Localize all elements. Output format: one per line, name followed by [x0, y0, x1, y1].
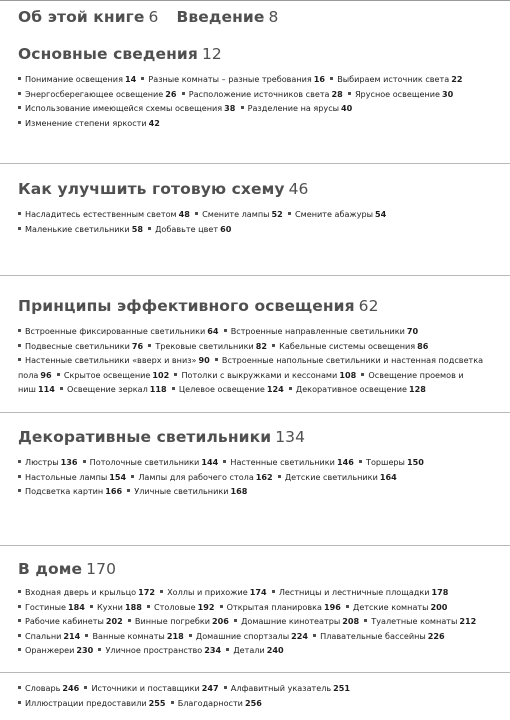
entry-label: Входная дверь и крыльцо: [25, 587, 137, 597]
toc-entry[interactable]: [160, 587, 269, 597]
bullet-icon: [131, 475, 134, 478]
header-entries: [18, 8, 500, 27]
entry-label: Целевое освещение: [178, 384, 265, 394]
toc-entry[interactable]: [364, 616, 479, 626]
bullet-icon: [148, 344, 151, 347]
entry-label: Детали: [233, 645, 265, 655]
entry-page: 28: [331, 88, 343, 99]
bullet-icon: [18, 619, 21, 622]
entry-page: 102: [152, 369, 170, 380]
entry-label: Декоративное освещение: [295, 384, 407, 394]
entry-label: Подсветка картин: [25, 486, 104, 496]
bullet-icon: [18, 92, 21, 95]
entry-label: Настенные светильники «вверх и вниз»: [25, 355, 197, 365]
entry-page: 226: [427, 630, 445, 641]
entry-label: Ярусное освещение: [354, 88, 441, 99]
entry-label: Открытая планировка: [226, 601, 322, 612]
toc-entry[interactable]: [18, 341, 146, 351]
toc-entry[interactable]: [18, 486, 125, 496]
entry-page: 40: [341, 103, 353, 113]
bullet-icon: [160, 590, 163, 593]
entry-label: Словарь: [25, 683, 61, 693]
bullet-icon: [18, 227, 21, 230]
bullet-icon: [18, 358, 21, 361]
entry-label: Настенные светильники: [230, 457, 335, 467]
section-page: 170: [86, 560, 117, 578]
bullet-icon: [141, 77, 144, 80]
toc-entry[interactable]: [18, 209, 192, 219]
entry-page: 16: [313, 74, 326, 84]
entry-list: [18, 681, 500, 710]
entry-page: 64: [207, 326, 219, 336]
toc-entry[interactable]: [18, 631, 83, 641]
bullet-icon: [60, 387, 63, 390]
toc-entry[interactable]: [18, 683, 82, 693]
section-title-text: Основные сведения: [18, 45, 198, 63]
entry-page: 58: [131, 223, 143, 234]
bullet-icon: [174, 373, 177, 376]
section-title[interactable]: [18, 45, 500, 64]
bullet-icon: [98, 648, 101, 651]
section-page: 62: [358, 297, 379, 315]
bullet-icon: [18, 686, 21, 689]
section-page: 46: [288, 180, 309, 198]
entry-label: Туалетные комнаты: [371, 616, 458, 626]
section-improve: [18, 180, 500, 236]
entry-page: 136: [60, 457, 78, 467]
entry-label: Подвесные светильники: [25, 340, 130, 351]
toc-entry[interactable]: [348, 89, 456, 99]
toc-entry[interactable]: [272, 587, 451, 597]
bullet-icon: [330, 77, 333, 80]
section-decorative: [18, 428, 500, 499]
bullet-icon: [18, 212, 21, 215]
toc-entry[interactable]: [220, 602, 344, 612]
bullet-icon: [182, 92, 185, 95]
toc-entry[interactable]: [85, 631, 186, 641]
bullet-icon: [361, 373, 364, 376]
entry-page: 150: [406, 457, 424, 467]
toc-entry[interactable]: [148, 224, 234, 234]
bullet-icon: [278, 475, 281, 478]
toc-entry[interactable]: [171, 698, 265, 708]
bullet-icon: [288, 212, 291, 215]
bullet-icon: [18, 605, 21, 608]
entry-label: Трековые светильники: [155, 340, 254, 351]
toc-entry[interactable]: [18, 587, 158, 597]
entry-label: Гостиные: [25, 601, 66, 612]
toc-entry[interactable]: [18, 224, 146, 234]
entry-page: 214: [63, 630, 81, 641]
bullet-icon: [147, 605, 150, 608]
entry-label: Детские комнаты: [353, 601, 429, 612]
entry-label: Винные погребки: [134, 616, 211, 626]
bullet-icon: [18, 634, 21, 637]
toc-entry[interactable]: [313, 631, 447, 641]
bullet-icon: [223, 460, 226, 463]
section-divider: [0, 163, 510, 164]
toc-entry[interactable]: [182, 89, 346, 99]
bullet-icon: [18, 460, 21, 463]
entry-label: Уличные светильники: [134, 486, 229, 496]
entry-page: 188: [124, 601, 142, 612]
toc-entry[interactable]: [195, 209, 285, 219]
entry-page: 154: [109, 471, 127, 482]
entry-label: Лестницы и лестничные площадки: [278, 587, 430, 597]
entry-page: 200: [430, 601, 448, 612]
entry-page: 26: [165, 88, 177, 99]
entry-label: Изменение степени яркости: [25, 117, 147, 128]
entry-page: 234: [204, 645, 222, 655]
bullet-icon: [272, 590, 275, 593]
bullet-icon: [241, 106, 244, 109]
section-page: 134: [275, 428, 306, 446]
section-divider: [0, 672, 510, 673]
header-line: [18, 8, 500, 27]
toc-entry[interactable]: [18, 602, 87, 612]
entry-page: 192: [197, 601, 215, 612]
entry-page: 118: [149, 384, 167, 394]
entry-page: 22: [451, 74, 463, 84]
entry-page: 255: [148, 697, 166, 708]
toc-entry[interactable]: [241, 103, 355, 113]
entry-label: Скрытое освещение: [63, 369, 151, 380]
entry-label: Расположение источников света: [188, 88, 330, 99]
entry-label: Источники и поставщики: [91, 683, 200, 693]
entry-page: 38: [224, 103, 236, 113]
entry-label: Разделение на ярусы: [247, 103, 340, 113]
bullet-icon: [364, 619, 367, 622]
entry-page: 14: [124, 74, 137, 84]
bullet-icon: [18, 648, 21, 651]
entry-page: 202: [105, 616, 123, 626]
bullet-icon: [171, 701, 174, 704]
entry-page: 166: [105, 486, 123, 496]
section-divider: [0, 412, 510, 413]
entry-page: 48: [178, 209, 190, 219]
entry-page: 174: [249, 587, 267, 597]
toc-entry[interactable]: [18, 118, 162, 128]
introduction-page: 8: [268, 8, 279, 26]
toc-entry[interactable]: [359, 457, 426, 467]
about-book-link[interactable]: [18, 8, 158, 26]
toc-entry[interactable]: [18, 74, 139, 84]
bullet-icon: [84, 686, 87, 689]
entry-page: 82: [255, 340, 268, 351]
entry-list: [18, 207, 500, 236]
bullet-icon: [18, 701, 21, 704]
entry-label: Домашние спортзалы: [195, 630, 290, 641]
entry-label: Кабельные системы освещения: [279, 340, 416, 351]
entry-page: 240: [266, 645, 284, 655]
entry-page: 52: [271, 209, 283, 219]
bullet-icon: [85, 634, 88, 637]
bullet-icon: [234, 619, 237, 622]
section-title-text: Декоративные светильники: [18, 428, 272, 446]
entry-label: Уличное пространство: [105, 645, 203, 655]
section-title[interactable]: [18, 297, 500, 316]
entry-label: Встроенные напольные светильники и настенная подсветка пола: [18, 355, 484, 380]
entry-label: Выбираем источник света: [337, 74, 450, 84]
bullet-icon: [226, 648, 229, 651]
bullet-icon: [90, 605, 93, 608]
entry-label: Люстры: [25, 457, 59, 467]
toc-entry[interactable]: [189, 631, 311, 641]
bullet-icon: [220, 605, 223, 608]
entry-page: 60: [220, 223, 232, 234]
entry-label: Лампы для рабочего стола: [138, 471, 254, 482]
entry-page: 196: [323, 601, 341, 612]
entry-page: 164: [379, 471, 397, 482]
bullet-icon: [18, 344, 21, 347]
entry-label: Освещение проемов и ниш: [18, 369, 464, 394]
entry-label: Добавьте цвет: [155, 223, 219, 234]
section-title-text: В доме: [18, 560, 83, 578]
section-title-text: Принципы эффективного освещения: [18, 297, 355, 315]
bullet-icon: [148, 227, 151, 230]
entry-label: Алфавитный указатель: [230, 683, 332, 693]
toc-entry[interactable]: [18, 326, 221, 336]
toc-entry[interactable]: [234, 616, 362, 626]
entry-page: 208: [342, 616, 360, 626]
entry-label: Освещение зеркал: [67, 384, 148, 394]
entry-page: 246: [62, 683, 80, 693]
section-appendix: [18, 681, 500, 710]
toc-entry[interactable]: [346, 602, 450, 612]
entry-label: Домашние кинотеатры: [241, 616, 341, 626]
entry-label: Кухни: [97, 601, 123, 612]
bullet-icon: [18, 106, 21, 109]
toc-entry[interactable]: [98, 645, 223, 655]
toc-entry[interactable]: [127, 486, 250, 496]
section-home: [18, 560, 500, 658]
entry-page: 70: [406, 326, 419, 336]
toc-entry[interactable]: [18, 698, 168, 708]
bullet-icon: [189, 634, 192, 637]
entry-page: 172: [138, 587, 155, 597]
bullet-icon: [348, 92, 351, 95]
toc-entry[interactable]: [131, 472, 275, 482]
entry-page: 212: [459, 616, 477, 626]
toc-entry[interactable]: [83, 457, 221, 467]
entry-page: 114: [37, 384, 55, 394]
bullet-icon: [359, 460, 362, 463]
entry-page: 96: [40, 369, 52, 380]
bullet-icon: [83, 460, 86, 463]
entry-page: 108: [339, 369, 357, 380]
entry-label: Настольные лампы: [25, 471, 108, 482]
bullet-icon: [289, 387, 292, 390]
toc-entry[interactable]: [224, 326, 421, 336]
entry-page: 256: [244, 697, 262, 708]
toc-entry[interactable]: [18, 355, 212, 365]
entry-list: [18, 72, 500, 130]
entry-label: Торшеры: [366, 457, 405, 467]
bullet-icon: [57, 373, 60, 376]
section-divider: [0, 545, 510, 546]
entry-page: 76: [131, 340, 144, 351]
entry-page: 168: [230, 486, 248, 496]
toc-entry[interactable]: [147, 602, 217, 612]
section-divider: [0, 275, 510, 276]
toc-entry[interactable]: [18, 103, 238, 113]
toc-entry[interactable]: [278, 472, 399, 482]
entry-page: 206: [212, 616, 229, 626]
entry-page: 86: [417, 340, 429, 351]
bullet-icon: [18, 329, 21, 332]
bullet-icon: [18, 489, 21, 492]
toc-entry[interactable]: [84, 683, 221, 693]
bullet-icon: [272, 344, 275, 347]
toc-entry[interactable]: [18, 616, 125, 626]
bullet-icon: [172, 387, 175, 390]
section-basics: [18, 45, 500, 130]
toc-entry[interactable]: [18, 457, 80, 467]
bullet-icon: [18, 121, 21, 124]
bullet-icon: [18, 77, 21, 80]
entry-label: Насладитесь естественным светом: [25, 209, 177, 219]
toc-entry[interactable]: [223, 457, 356, 467]
entry-list: [18, 455, 500, 499]
entry-label: Понимание освещения: [25, 74, 123, 84]
entry-list: [18, 324, 500, 397]
entry-label: Столовые: [154, 601, 196, 612]
entry-page: 30: [442, 88, 454, 99]
introduction-link[interactable]: [176, 8, 278, 26]
entry-page: 124: [266, 384, 284, 394]
section-title[interactable]: [18, 428, 500, 447]
top-rule: [0, 0, 510, 1]
entry-page: 146: [336, 457, 354, 467]
entry-page: 54: [375, 209, 387, 219]
entry-page: 178: [431, 587, 449, 597]
bullet-icon: [224, 686, 227, 689]
entry-label: Иллюстрации предоставили: [25, 697, 147, 708]
bullet-icon: [18, 590, 21, 593]
toc-entry[interactable]: [128, 616, 232, 626]
entry-label: Встроенные направленные светильники: [230, 326, 405, 336]
entry-page: 224: [291, 630, 309, 641]
entry-label: Потолки с выкружками и кессонами: [181, 369, 338, 380]
bullet-icon: [195, 212, 198, 215]
toc-entry[interactable]: [289, 384, 429, 394]
entry-label: Детские светильники: [284, 471, 378, 482]
entry-page: 128: [408, 384, 426, 394]
section-title[interactable]: [18, 180, 500, 199]
bullet-icon: [224, 329, 227, 332]
bullet-icon: [313, 634, 316, 637]
toc-entry[interactable]: [90, 602, 144, 612]
entry-label: Потолочные светильники: [89, 457, 200, 467]
section-principles: [18, 297, 500, 397]
toc-entry[interactable]: [18, 472, 129, 482]
entry-page: 144: [201, 457, 219, 467]
toc-entry[interactable]: [174, 370, 358, 380]
entry-page: 90: [198, 355, 210, 365]
introduction-label: Введение: [176, 8, 265, 26]
entry-page: 184: [67, 601, 85, 612]
entry-label: Оранжереи: [25, 645, 75, 655]
entry-label: Смените лампы: [202, 209, 270, 219]
bullet-icon: [128, 619, 131, 622]
entry-label: Благодарности: [177, 697, 243, 708]
section-title[interactable]: [18, 560, 500, 579]
toc-entry[interactable]: [224, 683, 353, 693]
section-page: 12: [201, 45, 222, 63]
entry-page: 251: [333, 683, 351, 693]
toc-entry[interactable]: [141, 74, 327, 84]
toc-entry[interactable]: [288, 209, 389, 219]
entry-list: [18, 585, 500, 658]
toc-entry[interactable]: [57, 370, 172, 380]
entry-page: 247: [201, 683, 219, 693]
toc-entry[interactable]: [18, 645, 96, 655]
entry-page: 230: [76, 645, 94, 655]
section-title-text: Как улучшить готовую схему: [18, 180, 285, 198]
entry-page: 42: [148, 117, 160, 128]
entry-label: Энергосберегающее освещение: [25, 88, 164, 99]
entry-label: Спальни: [25, 630, 62, 641]
entry-label: Плавательные бассейны: [320, 630, 426, 641]
bullet-icon: [127, 489, 130, 492]
toc-entry[interactable]: [60, 384, 169, 394]
bullet-icon: [346, 605, 349, 608]
toc-entry[interactable]: [226, 645, 286, 655]
about-book-page: 6: [148, 8, 159, 26]
toc-entry[interactable]: [18, 89, 179, 99]
entry-label: Маленькие светильники: [25, 223, 130, 234]
about-book-label: Об этой книге: [18, 8, 145, 26]
toc-entry[interactable]: [148, 341, 269, 351]
entry-label: Холлы и прихожие: [167, 587, 248, 597]
entry-label: Рабочие кабинеты: [25, 616, 104, 626]
entry-page: 162: [255, 471, 273, 482]
toc-entry[interactable]: [172, 384, 286, 394]
entry-label: Смените абажуры: [294, 209, 374, 219]
bullet-icon: [215, 358, 218, 361]
entry-label: Разные комнаты – разные требования: [148, 74, 312, 84]
toc-entry[interactable]: [272, 341, 431, 351]
entry-page: 218: [166, 630, 184, 641]
entry-label: Ванные комнаты: [92, 630, 165, 641]
entry-label: Встроенные фиксированные светильники: [25, 326, 206, 336]
toc-entry[interactable]: [330, 74, 465, 84]
bullet-icon: [18, 475, 21, 478]
entry-label: Использование имеющейся схемы освещения: [25, 103, 223, 113]
